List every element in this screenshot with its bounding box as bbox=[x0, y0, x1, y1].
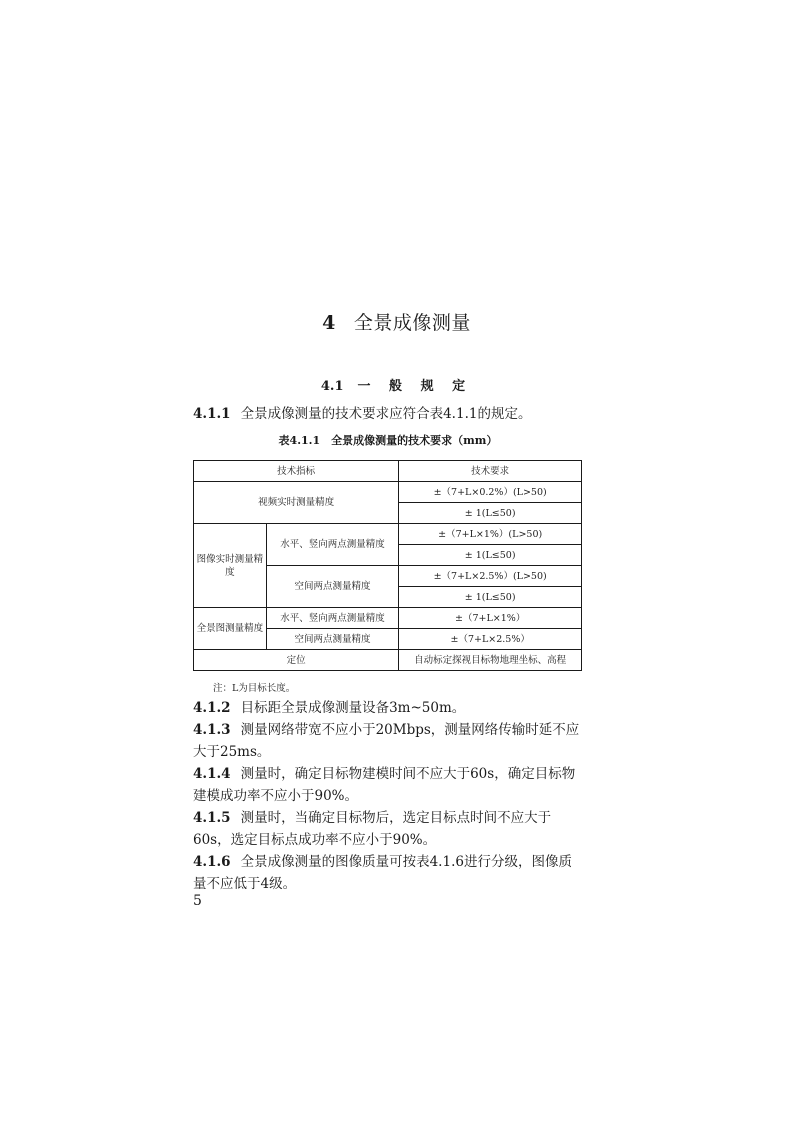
row-label-panorama-sub2: 空间两点测量精度 bbox=[266, 629, 399, 650]
clause-text: 全景成像测量的技术要求应符合表4.1.1的规定。 bbox=[240, 406, 532, 422]
chapter-title bbox=[0, 308, 793, 335]
chapter-name: 全景成像测量 bbox=[353, 312, 471, 334]
clause-number: 4.1.1 bbox=[193, 406, 231, 422]
clause-4-1-1 bbox=[193, 403, 583, 425]
cell-image-sub1-req2: ± 1(L≤50) bbox=[399, 545, 582, 566]
row-label-image-sub1: 水平、竖向两点测量精度 bbox=[266, 524, 399, 566]
table-row bbox=[194, 608, 582, 629]
cell-image-sub2-req2: ± 1(L≤50) bbox=[399, 587, 582, 608]
table-row bbox=[194, 650, 582, 671]
clause-4-1-2 bbox=[193, 697, 583, 719]
row-label-image: 图像实时测量精度 bbox=[194, 524, 267, 608]
cell-panorama-sub2-req: ±（7+L×2.5%） bbox=[399, 629, 582, 650]
section-title bbox=[0, 375, 793, 394]
row-label-video: 视频实时测量精度 bbox=[194, 482, 399, 524]
clause-text: 目标距全景成像测量设备3m~50m。 bbox=[240, 700, 466, 716]
cell-position-req: 自动标定探视目标物地理坐标、高程 bbox=[399, 650, 582, 671]
header-indicator: 技术指标 bbox=[194, 461, 399, 482]
clause-text: 测量时，当确定目标物后，选定目标点时间不应大于60s，选定目标点成功率不应小于90%。 bbox=[193, 810, 552, 848]
page-number: 5 bbox=[193, 893, 202, 909]
clause-4-1-4 bbox=[193, 763, 583, 807]
cell-image-sub1-req1: ±（7+L×1%）(L>50) bbox=[399, 524, 582, 545]
clause-text: 测量时，确定目标物建模时间不应大于60s，确定目标物建模成功率不应小于90%。 bbox=[193, 766, 576, 804]
clause-text: 测量网络带宽不应小于20Mbps，测量网络传输时延不应大于25ms。 bbox=[193, 722, 580, 760]
spec-table bbox=[193, 460, 582, 671]
row-label-position: 定位 bbox=[194, 650, 399, 671]
row-label-panorama-sub1: 水平、竖向两点测量精度 bbox=[266, 608, 399, 629]
cell-video-req1: ±（7+L×0.2%）(L>50) bbox=[399, 482, 582, 503]
row-label-panorama: 全景图测量精度 bbox=[194, 608, 267, 650]
section-number: 4.1 bbox=[320, 379, 344, 394]
clause-4-1-6 bbox=[193, 851, 583, 895]
clause-number: 4.1.5 bbox=[193, 810, 231, 826]
cell-video-req2: ± 1(L≤50) bbox=[399, 503, 582, 524]
clause-number: 4.1.3 bbox=[193, 722, 231, 738]
table-row bbox=[194, 524, 582, 545]
table-header-row bbox=[194, 461, 582, 482]
row-label-image-sub2: 空间两点测量精度 bbox=[266, 566, 399, 608]
clause-number: 4.1.4 bbox=[193, 766, 231, 782]
chapter-number: 4 bbox=[322, 312, 336, 334]
table-note: 注：L为目标长度。 bbox=[213, 683, 296, 694]
table-caption: 表4.1.1 全景成像测量的技术要求（mm） bbox=[278, 434, 498, 447]
clause-number: 4.1.2 bbox=[193, 700, 231, 716]
section-name: 一 般 规 定 bbox=[357, 379, 473, 394]
clause-4-1-5 bbox=[193, 807, 583, 851]
table-row bbox=[194, 482, 582, 503]
header-requirement: 技术要求 bbox=[399, 461, 582, 482]
clause-text: 全景成像测量的图像质量可按表4.1.6进行分级，图像质量不应低于4级。 bbox=[193, 854, 572, 892]
clause-4-1-3 bbox=[193, 719, 583, 763]
clause-number: 4.1.6 bbox=[193, 854, 231, 870]
cell-panorama-sub1-req: ±（7+L×1%） bbox=[399, 608, 582, 629]
cell-image-sub2-req1: ±（7+L×2.5%）(L>50) bbox=[399, 566, 582, 587]
